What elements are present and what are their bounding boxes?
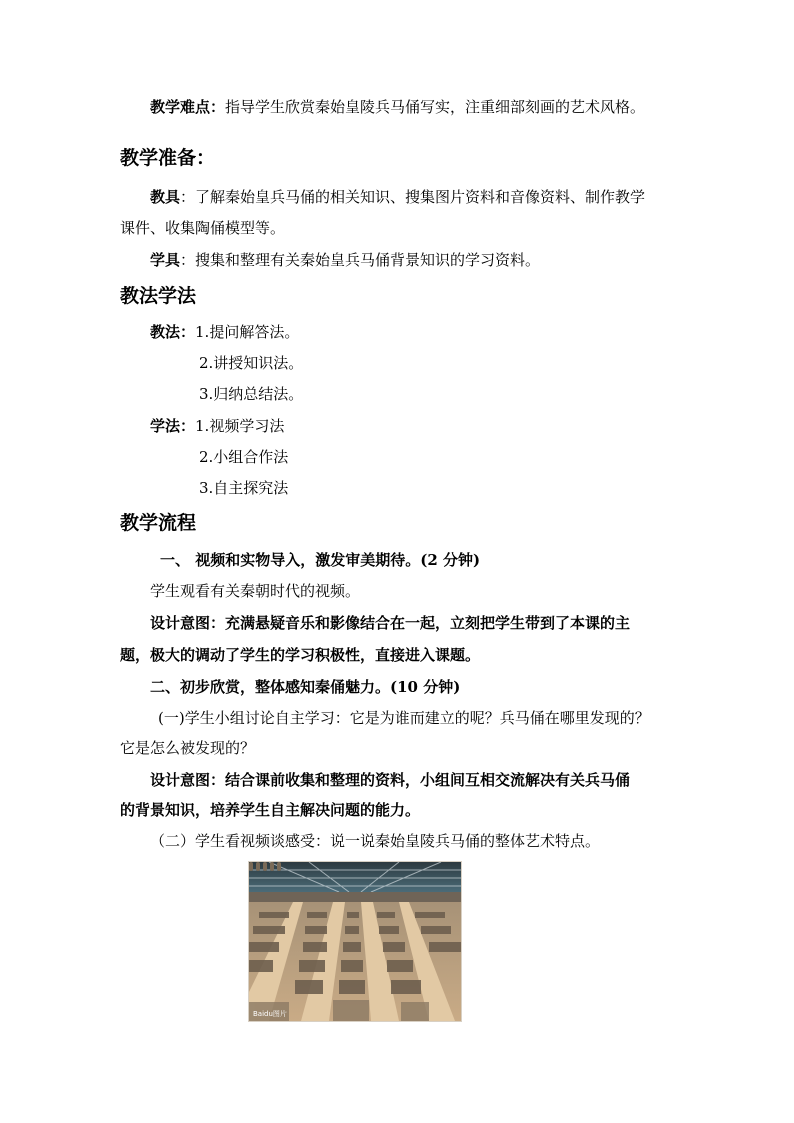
difficulty-text: 指导学生欣赏秦始皇陵兵马俑写实，注重细部刻画的艺术风格。 xyxy=(225,98,646,116)
learn-method-item: 1.视频学习法 xyxy=(195,417,285,435)
prep-tools-line-2: 课件、收集陶俑模型等。 xyxy=(120,219,286,237)
learn-method-label: 学法： xyxy=(150,417,196,435)
teach-method-label: 教法： xyxy=(150,323,196,341)
prep-heading: 教学准备： xyxy=(120,147,216,169)
learn-method-line-1 xyxy=(150,416,284,436)
learn-method-item: 2.小组合作法 xyxy=(199,448,289,466)
prep-tools-text-1: ：了解秦始皇兵马俑的相关知识、搜集图片资料和音像资料、制作教学 xyxy=(180,188,646,206)
photo-watermark: Baidu图片 xyxy=(253,1010,287,1018)
terracotta-army-photo xyxy=(248,861,462,1022)
flow-intent1-line-1: 设计意图：充满悬疑音乐和影像结合在一起，立刻把学生带到了本课的主 xyxy=(150,614,631,632)
prep-student-label: 学具 xyxy=(150,251,181,269)
flow-intent2-line-1: 设计意图：结合课前收集和整理的资料，小组间互相交流解决有关兵马俑 xyxy=(150,771,631,789)
difficulty-label: 教学难点： xyxy=(150,98,226,116)
learn-method-item: 3.自主探究法 xyxy=(199,479,289,497)
flow-heading: 教学流程 xyxy=(120,512,197,534)
flow-step2-sub1-line-1: (一)学生小组讨论自主学习：它是为谁而建立的呢？兵马俑在哪里发现的？ xyxy=(158,709,650,727)
prep-student-line xyxy=(150,250,540,270)
flow-intent2-line-2: 的背景知识，培养学生自主解决问题的能力。 xyxy=(120,801,421,819)
difficulty-line xyxy=(150,97,645,117)
methods-heading: 教法学法 xyxy=(120,285,197,307)
prep-student-text: ：搜集和整理有关秦始皇兵马俑背景知识的学习资料。 xyxy=(180,251,541,269)
flow-step2-title: 二、初步欣赏，整体感知秦俑魅力。(10 分钟) xyxy=(150,678,461,696)
flow-step2-sub1-line-2: 它是怎么被发现的？ xyxy=(120,739,256,757)
flow-step1-text: 学生观看有关秦朝时代的视频。 xyxy=(150,582,361,600)
prep-tools-label: 教具 xyxy=(150,188,181,206)
teach-method-line-1 xyxy=(150,322,299,342)
teach-method-item: 1.提问解答法。 xyxy=(195,323,300,341)
flow-step1-title: 一、 视频和实物导入，激发审美期待。(2 分钟) xyxy=(160,551,481,569)
prep-tools-line-1 xyxy=(150,187,645,207)
teach-method-item: 2.讲授知识法。 xyxy=(199,354,304,372)
flow-intent1-line-2: 题，极大的调动了学生的学习积极性，直接进入课题。 xyxy=(120,646,481,664)
flow-step2-sub2: （二）学生看视频谈感受：说一说秦始皇陵兵马俑的整体艺术特点。 xyxy=(150,832,601,850)
teach-method-item: 3.归纳总结法。 xyxy=(199,385,304,403)
